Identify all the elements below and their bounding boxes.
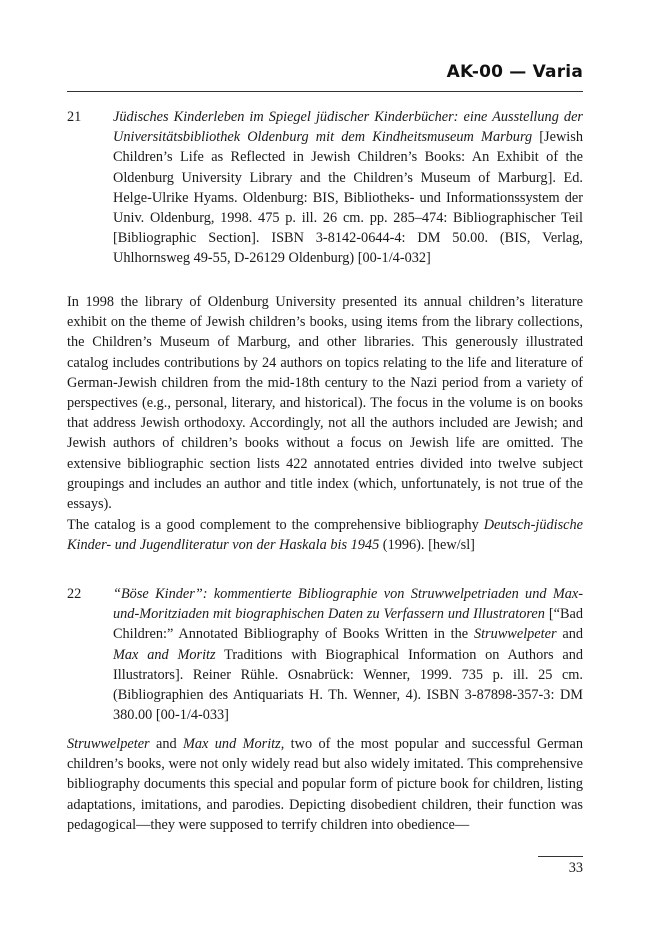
cited-title: Deutsch-jüdische Kinder- und Jugendliteratur von der Haskala bis 1945 bbox=[67, 517, 583, 554]
entry-title: Jüdisches Kinderleben im Spiegel jüdischer Kinderbücher: eine Ausstellung der Universitätsbibliothek Oldenburg mit dem Kindheitsmuseum Marburg bbox=[113, 109, 583, 146]
entry-citation bbox=[113, 584, 583, 725]
review-paragraph-2 bbox=[67, 515, 583, 555]
cited-title: Struwwelpeter bbox=[473, 626, 557, 643]
running-header-title: AK-00 — Varia bbox=[446, 62, 583, 82]
entry-number: 22 bbox=[67, 586, 82, 602]
entry-details: [Jewish Children’s Life as Reflected in Jewish Children’s Books: An Exhibit of the Oldenburg University Library and the Children’s Museum of Marburg]. Ed. Helge-Ulrike Hyams. Oldenburg: BIS, Bibliotheks- und Informationssystem der Univ. Oldenburg, 1998. 475 p. ill. 26 cm. pp. 285–474: Bibliographischer Teil [Bibliographic Section]. ISBN 3-8142-0644-4: DM 50.00. (BIS, Verlag, Uhlhornsweg 49-55, D-26129 Oldenburg) [00-1/4-032] bbox=[113, 129, 583, 267]
entry-title: “Böse Kinder”: kommentierte Bibliographie von Struwwelpetriaden und Max-und-Moritziaden mit biographischen Daten zu Verfassern und Illustratoren bbox=[113, 586, 583, 623]
bibliography-entry-22 bbox=[67, 584, 583, 725]
footer-divider bbox=[538, 856, 583, 857]
review-paragraph bbox=[67, 734, 583, 835]
entry-details: [“Bad Children:” Annotated Bibliography of Books Written in the bbox=[113, 606, 583, 643]
review-text: , two of the most popular and successful German children’s books, were not only widely read but also widely imitated. This comprehensive bibliography documents this special and popular form of picture book for children, listing adaptations, imitations, and parodies. Depicting disobedient children, their function was pedagogical—they were supposed to terrify children into obedience— bbox=[67, 736, 583, 833]
cited-title: Max und Moritz bbox=[183, 736, 281, 752]
review-text: The catalog is a good complement to the comprehensive bibliography bbox=[67, 517, 484, 533]
cited-title: Max and Moritz bbox=[113, 646, 216, 663]
review-text: and bbox=[149, 736, 183, 752]
header-divider bbox=[67, 91, 583, 92]
cited-title: Struwwelpeter bbox=[67, 736, 150, 752]
bibliography-entry-21 bbox=[67, 107, 583, 269]
entry-details: Traditions with Biographical Information on Authors and Illustrators]. Reiner Rühle. Osnabrück: Wenner, 1999. 735 p. ill. 25 cm. (Bibliographien des Antiquariats H. Th. Wenner, 4). ISBN 3-87898-357-3: DM 380.00 [00-1/4-033] bbox=[113, 646, 583, 724]
entry-number: 21 bbox=[67, 109, 82, 125]
review-paragraph: In 1998 the library of Oldenburg University presented its annual children’s literature exhibit on the theme of Jewish children’s books, using items from the library collections, the Children’s Museum of Marburg, and other libraries. This generously illustrated catalog includes contributions by 24 authors on topics relating to the life and literature of German-Jewish children from the mid-18th century to the Nazi period from a variety of perspectives (e.g., personal, literary, and historical). The focus in the volume is on books that address Jewish orthodoxy. Accordingly, not all the authors included are Jewish; and Jewish authors of children’s books without a focus on Jewish life are omitted. The extensive bibliographic section lists 422 annotated entries divided into twelve subject groupings and includes an author and title index (which, unfortunately, is not true of the essays). bbox=[67, 294, 583, 513]
review-text: (1996). [hew/sl] bbox=[379, 537, 475, 554]
page-number: 33 bbox=[568, 860, 583, 876]
entry-details: and bbox=[556, 626, 583, 643]
entry-citation bbox=[113, 107, 583, 269]
